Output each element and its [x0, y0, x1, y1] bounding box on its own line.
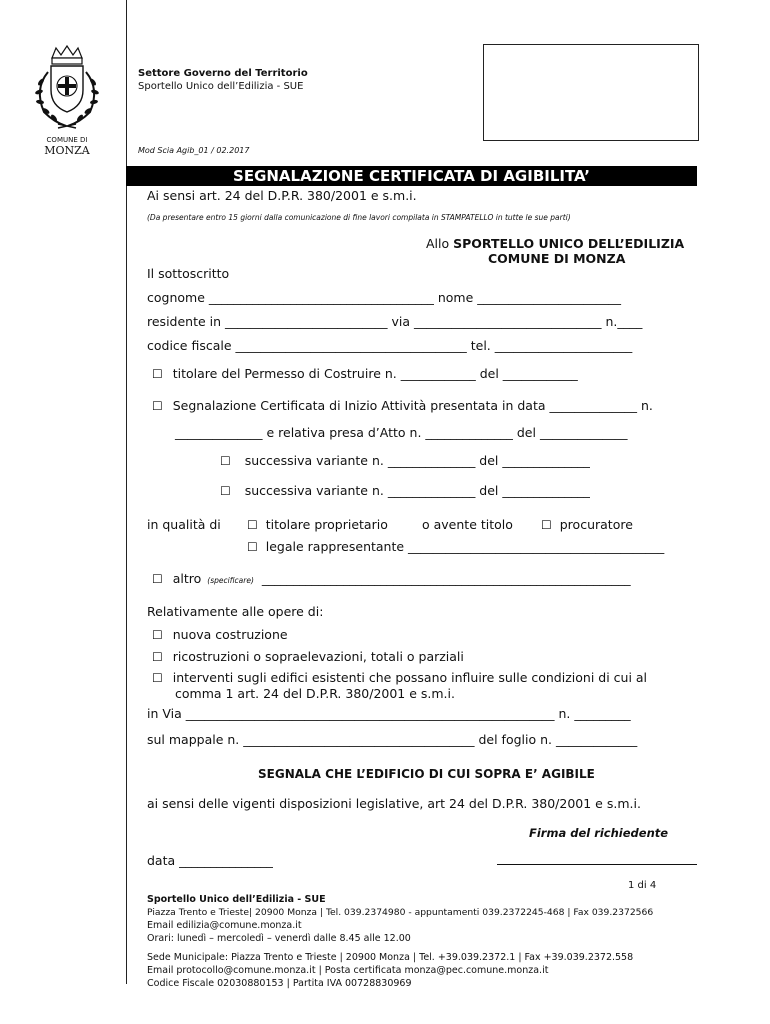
office-name: Sportello Unico dell’Edilizia - SUE — [138, 81, 304, 92]
altro-field[interactable]: ___________________________________________________________ — [261, 571, 631, 586]
recipient-prefix: Allo — [426, 236, 454, 251]
module-reference: Mod Scia Agib_01 / 02.2017 — [138, 146, 250, 155]
department-name: Settore Governo del Territorio — [138, 68, 308, 79]
law-reference: Ai sensi art. 24 del D.P.R. 380/2001 e s.m.i. — [147, 188, 417, 203]
interventi-option: interventi sugli edifici esistenti che possano influire sulle condizioni di cui al — [172, 670, 648, 685]
checkbox-nuova-costruzione[interactable]: ☐ — [152, 628, 163, 642]
monza-coat-of-arms-logo — [28, 44, 106, 156]
recipient-office-name: SPORTELLO UNICO DELL’EDILIZIA — [453, 236, 685, 251]
interventi-option-cont: comma 1 art. 24 del D.P.R. 380/2001 e s.m.i. — [175, 686, 455, 701]
surname-name-field[interactable]: cognome ____________________________________ nome _______________________ — [147, 290, 621, 305]
checkbox-variante-1[interactable]: ☐ — [220, 454, 231, 468]
checkbox-variante-2[interactable]: ☐ — [220, 484, 231, 498]
ricostruzioni-option: ricostruzioni o sopraelevazioni, totali o parziali — [172, 649, 464, 664]
footer-hours: Orari: lunedì – mercoledì – venerdì dalle 8.45 alle 12.00 — [147, 933, 411, 944]
footer-office: Sportello Unico dell’Edilizia - SUE — [147, 894, 326, 905]
footer-email: Email edilizia@comune.monza.it — [147, 920, 302, 931]
capacity-label: in qualità di — [147, 517, 221, 532]
works-label: Relativamente alle opere di: — [147, 604, 324, 619]
logo-caption-2: MONZA — [44, 144, 90, 157]
altro-hint: (specificare) — [207, 576, 254, 585]
undersigned-label: Il sottoscritto — [147, 266, 230, 281]
signature-line[interactable] — [497, 864, 697, 865]
protocol-stamp-box[interactable] — [483, 44, 699, 141]
variante-2-field[interactable]: successiva variante n. ______________ del ______________ — [244, 483, 590, 498]
footer-municipal-seat: Sede Municipale: Piazza Trento e Trieste | 20900 Monza | Tel. +39.039.2372.1 | Fax +39.039.2372.558 — [147, 952, 634, 963]
proprietario-option: titolare proprietario — [265, 517, 388, 532]
procuratore-option: procuratore — [559, 517, 633, 532]
street-field[interactable]: in Via ___________________________________________________________ n. _________ — [147, 706, 631, 721]
document-title: SEGNALAZIONE CERTIFICATA DI AGIBILITA’ — [126, 166, 697, 186]
recipient-line-2: COMUNE DI MONZA — [488, 251, 626, 266]
scia-continuation-field[interactable]: ______________ e relativa presa d’Atto n. ______________ del ______________ — [175, 425, 628, 440]
date-field[interactable]: data _______________ — [147, 853, 273, 868]
scia-option: Segnalazione Certificata di Inizio Attività presentata in data ______________ n. — [172, 398, 653, 413]
permesso-option: titolare del Permesso di Costruire n. ____________ del ____________ — [172, 366, 578, 381]
footer-tax-ids: Codice Fiscale 02030880153 | Partita IVA 00728830969 — [147, 978, 412, 989]
checkbox-proprietario[interactable]: ☐ — [247, 518, 258, 532]
avente-titolo-option: o avente titolo — [422, 517, 513, 532]
footer-address: Piazza Trento e Trieste| 20900 Monza | Tel. 039.2374980 - appuntamenti 039.2372245-468 | Fax 039.2372566 — [147, 907, 654, 918]
page-number: 1 di 4 — [628, 880, 657, 891]
checkbox-permesso[interactable]: ☐ — [152, 367, 163, 381]
variante-1-field[interactable]: successiva variante n. ______________ del ______________ — [244, 453, 590, 468]
checkbox-scia[interactable]: ☐ — [152, 399, 163, 413]
legale-field[interactable]: legale rappresentante _________________________________________ — [265, 539, 665, 554]
residence-field[interactable]: residente in __________________________ via ______________________________ n.____ — [147, 314, 643, 329]
checkbox-procuratore[interactable]: ☐ — [541, 518, 552, 532]
tax-code-phone-field[interactable]: codice fiscale _____________________________________ tel. ______________________ — [147, 338, 633, 353]
cadastral-field[interactable]: sul mappale n. _____________________________________ del foglio n. _____________ — [147, 732, 638, 747]
checkbox-legale[interactable]: ☐ — [247, 540, 258, 554]
recipient-line-1 — [426, 236, 684, 251]
altro-label: altro — [172, 571, 202, 586]
logo-caption-1: COMUNE DI — [46, 136, 88, 144]
nuova-costruzione-option: nuova costruzione — [172, 627, 288, 642]
footer-email-pec: Email protocollo@comune.monza.it | Posta certificata monza@pec.comune.monza.it — [147, 965, 549, 976]
declaration-heading: SEGNALA CHE L’EDIFICIO DI CUI SOPRA E’ AGIBILE — [258, 767, 595, 781]
checkbox-altro[interactable]: ☐ — [152, 572, 163, 586]
checkbox-ricostruzioni[interactable]: ☐ — [152, 650, 163, 664]
signature-label: Firma del richiedente — [529, 826, 669, 840]
checkbox-interventi[interactable]: ☐ — [152, 671, 163, 685]
declaration-text: ai sensi delle vigenti disposizioni legislative, art 24 del D.P.R. 380/2001 e s.m.i. — [147, 796, 641, 811]
submission-note: (Da presentare entro 15 giorni dalla comunicazione di fine lavori compilata in STAMPATELLO in tutte le sue parti) — [147, 213, 571, 222]
margin-rule — [126, 0, 127, 984]
